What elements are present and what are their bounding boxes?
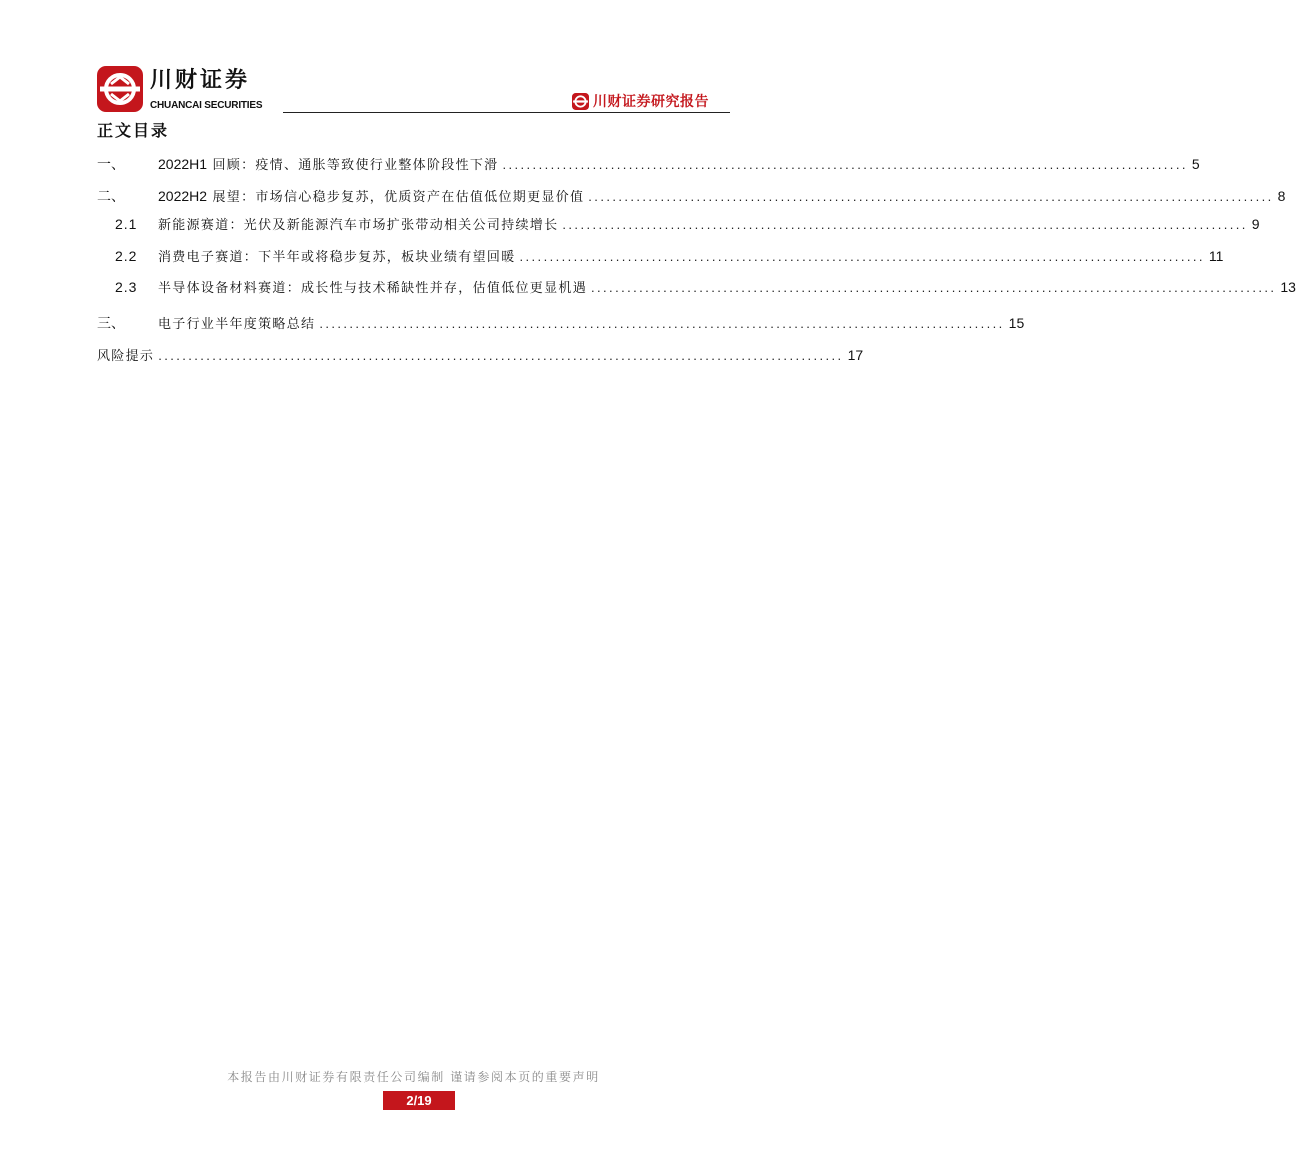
toc-item-title: 新能源赛道：光伏及新能源汽车市场扩张带动相关公司持续增长 (158, 218, 559, 233)
toc-item-page: 17 (847, 347, 864, 363)
toc-item-title: 电子行业半年度策略总结 (158, 317, 316, 332)
toc-item-page: 15 (1008, 315, 1025, 331)
toc-item-2-1[interactable] (97, 214, 1260, 236)
toc-item-number: 2.1 (115, 216, 138, 232)
toc-item-page: 13 (1280, 279, 1296, 295)
toc-item-title: 风险提示 (97, 349, 155, 364)
toc-leader-dots: .................................................................................................................. (502, 157, 1188, 172)
toc-item-1[interactable] (97, 154, 1200, 176)
toc-item-number: 2.2 (115, 248, 138, 264)
toc-item-title: 2022H2 展望：市场信心稳步复苏，优质资产在估值低位期更显价值 (158, 188, 585, 205)
toc-item-title: 半导体设备材料赛道：成长性与技术稀缺性并存，估值低位更显机遇 (158, 281, 588, 296)
brand-name-cn: 川财证券 (150, 68, 251, 93)
chuancai-mini-logo-icon (572, 93, 589, 110)
toc-item-number: 2.3 (115, 279, 138, 295)
toc-item-page: 8 (1277, 188, 1286, 204)
chuancai-logo (97, 66, 143, 112)
toc-item-3[interactable] (97, 313, 1025, 335)
toc-item-page: 5 (1191, 156, 1200, 172)
toc-item-number: 三、 (97, 315, 125, 331)
toc-item-page: 11 (1208, 248, 1224, 264)
toc-item-number: 一、 (97, 156, 125, 172)
toc-leader-dots: .................................................................................................................. (591, 280, 1277, 295)
toc-leader-dots: .................................................................................................................. (562, 217, 1248, 232)
toc-item-2[interactable] (97, 186, 1286, 208)
toc-leader-dots: .................................................................................................................. (588, 189, 1274, 204)
brand-name-en: CHUANCAI SECURITIES (150, 100, 263, 111)
toc-item-number: 二、 (97, 188, 125, 204)
toc-item-title: 2022H1 回顾：疫情、通胀等致使行业整体阶段性下滑 (158, 156, 499, 173)
toc-item-title: 消费电子赛道：下半年或将稳步复苏，板块业绩有望回暖 (158, 250, 516, 265)
report-label-text: 川财证券研究报告 (593, 94, 709, 110)
report-label (572, 91, 709, 111)
toc-leader-dots: .................................................................................................................. (319, 316, 1005, 331)
toc-item-2-2[interactable] (97, 246, 1224, 268)
header-divider (283, 112, 730, 113)
toc-leader-dots: .................................................................................................................. (519, 249, 1205, 264)
toc-leader-dots: .................................................................................................................. (158, 348, 844, 363)
toc-item-risk[interactable] (97, 345, 864, 367)
toc-item-page: 9 (1251, 216, 1260, 232)
toc-item-2-3[interactable] (97, 277, 1296, 299)
toc-title: 正文目录 (97, 121, 170, 140)
page-indicator: 2/19 (383, 1091, 455, 1110)
footer-disclaimer: 本报告由川财证券有限责任公司编制 谨请参阅本页的重要声明 (227, 1070, 600, 1084)
